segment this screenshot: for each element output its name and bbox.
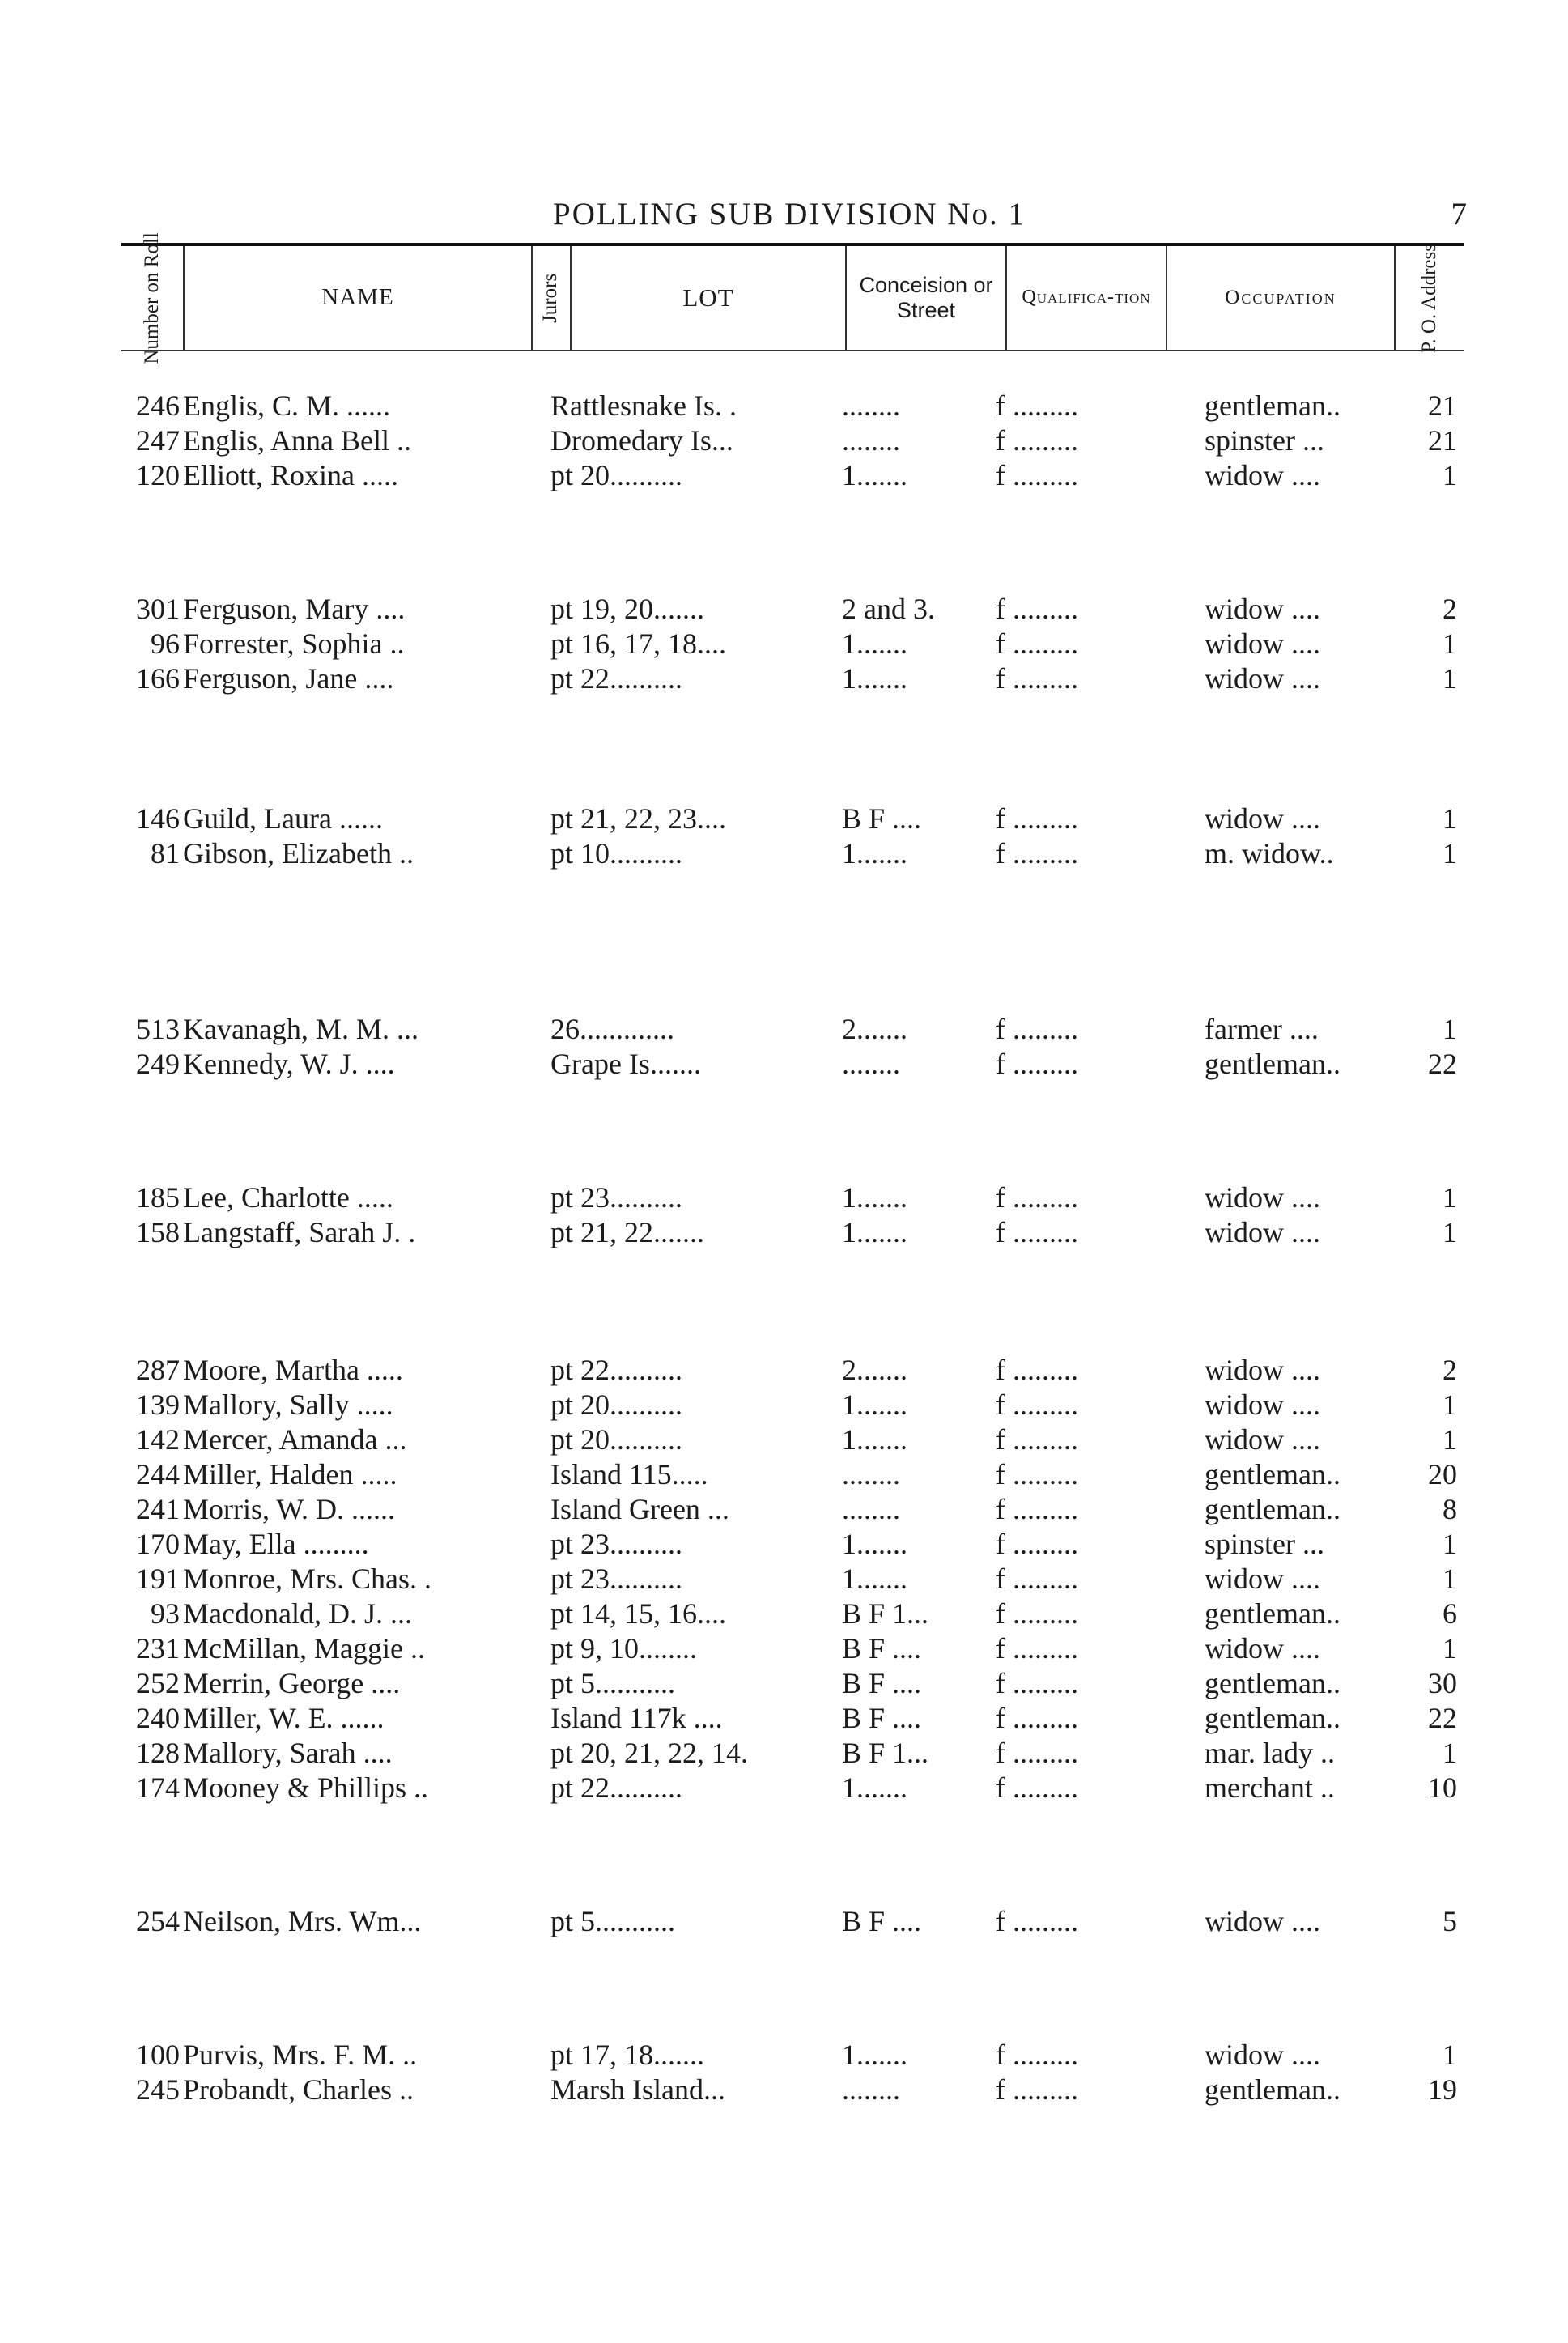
entry-group (0, 1353, 1568, 1805)
roll-number: 93 (151, 1597, 180, 1630)
column-header-lot: LOT (572, 246, 847, 350)
roll-number: 249 (136, 1048, 180, 1080)
concession: 1....... (842, 837, 907, 870)
occupation: mar. lady .. (1205, 1737, 1335, 1769)
qualification: f ......... (996, 802, 1078, 835)
column-header-qualification: Qualifica-tion (1007, 246, 1167, 350)
lot: Island 117k .... (550, 1702, 723, 1734)
voter-name: Kennedy, W. J. .... (183, 1048, 395, 1080)
lot: pt 20.......... (550, 459, 683, 491)
roll-number: 246 (136, 389, 180, 422)
roll-number: 287 (136, 1354, 180, 1386)
qualification: f ......... (996, 389, 1078, 422)
po-address: 22 (1428, 1702, 1457, 1734)
qualification: f ......... (996, 1388, 1078, 1421)
occupation: spinster ... (1205, 424, 1324, 457)
occupation: gentleman.. (1205, 1493, 1341, 1525)
voter-name: Ferguson, Jane .... (183, 662, 394, 695)
po-address: 30 (1428, 1667, 1457, 1699)
roll-number: 231 (136, 1632, 180, 1665)
table-row (0, 1701, 1568, 1736)
concession: ........ (842, 1048, 900, 1080)
qualification: f ......... (996, 1528, 1078, 1560)
voter-name: Purvis, Mrs. F. M. .. (183, 2039, 418, 2071)
qualification: f ......... (996, 662, 1078, 695)
table-row (0, 1457, 1568, 1492)
lot: pt 23.......... (550, 1528, 683, 1560)
po-address: 1 (1443, 1528, 1457, 1560)
concession: 1....... (842, 627, 907, 660)
lot: pt 20, 21, 22, 14. (550, 1737, 749, 1769)
qualification: f ......... (996, 593, 1078, 625)
concession: 2 and 3. (842, 593, 935, 625)
occupation: widow .... (1205, 1905, 1320, 1937)
po-address: 1 (1443, 1216, 1457, 1248)
lot: pt 5........... (550, 1905, 676, 1937)
occupation: gentleman.. (1205, 1667, 1341, 1699)
entry-group (0, 1904, 1568, 1939)
occupation: widow .... (1205, 1423, 1320, 1456)
table-row (0, 1904, 1568, 1939)
roll-number: 96 (151, 627, 180, 660)
voter-name: Moore, Martha ..... (183, 1354, 403, 1386)
qualification: f ......... (996, 1181, 1078, 1214)
roll-number: 247 (136, 424, 180, 457)
column-header-jurors-label: Jurors (539, 273, 562, 323)
lot: Island 115..... (550, 1458, 708, 1490)
po-address: 1 (1443, 802, 1457, 835)
occupation: gentleman.. (1205, 1597, 1341, 1630)
occupation: widow .... (1205, 662, 1320, 695)
concession: B F .... (842, 802, 922, 835)
qualification: f ......... (996, 1702, 1078, 1734)
entry-group (0, 1012, 1568, 1082)
lot: pt 20.......... (550, 1388, 683, 1421)
qualification: f ......... (996, 1354, 1078, 1386)
roll-number: 142 (136, 1423, 180, 1456)
concession: 1....... (842, 459, 907, 491)
concession: B F 1... (842, 1737, 929, 1769)
concession: 2....... (842, 1354, 907, 1386)
voter-name: Macdonald, D. J. ... (183, 1597, 412, 1630)
column-header-jurors (533, 246, 572, 350)
qualification: f ......... (996, 1048, 1078, 1080)
po-address: 21 (1428, 424, 1457, 457)
occupation: gentleman.. (1205, 389, 1341, 422)
lot: pt 19, 20....... (550, 593, 705, 625)
table-row (0, 1562, 1568, 1597)
lot: Island Green ... (550, 1493, 729, 1525)
occupation: widow .... (1205, 459, 1320, 491)
voter-name: Ferguson, Mary .... (183, 593, 406, 625)
concession: 1....... (842, 1216, 907, 1248)
po-address: 1 (1443, 1563, 1457, 1595)
concession: 1....... (842, 1563, 907, 1595)
voter-name: Mallory, Sarah .... (183, 1737, 393, 1769)
lot: pt 23.......... (550, 1181, 683, 1214)
entry-group (0, 2038, 1568, 2107)
table-row (0, 1388, 1568, 1422)
roll-number: 301 (136, 593, 180, 625)
table-row (0, 802, 1568, 836)
po-address: 20 (1428, 1458, 1457, 1490)
roll-number: 245 (136, 2073, 180, 2106)
roll-number: 244 (136, 1458, 180, 1490)
table-row (0, 1597, 1568, 1631)
qualification: f ......... (996, 837, 1078, 870)
voter-name: Neilson, Mrs. Wm... (183, 1905, 422, 1937)
occupation: widow .... (1205, 593, 1320, 625)
po-address: 1 (1443, 837, 1457, 870)
lot: pt 22.......... (550, 1771, 683, 1804)
qualification: f ......... (996, 2073, 1078, 2106)
table-row (0, 1666, 1568, 1701)
voter-name: Mercer, Amanda ... (183, 1423, 407, 1456)
concession: B F .... (842, 1667, 922, 1699)
occupation: widow .... (1205, 1563, 1320, 1595)
table-row (0, 389, 1568, 423)
column-header-po-address-label: P. O. Address (1417, 243, 1440, 353)
column-header-po-address (1396, 243, 1464, 353)
occupation: spinster ... (1205, 1528, 1324, 1560)
po-address: 2 (1443, 593, 1457, 625)
table-row (0, 423, 1568, 458)
lot: pt 16, 17, 18.... (550, 627, 727, 660)
po-address: 1 (1443, 662, 1457, 695)
qualification: f ......... (996, 1423, 1078, 1456)
voter-name: Kavanagh, M. M. ... (183, 1013, 419, 1045)
po-address: 21 (1428, 389, 1457, 422)
lot: pt 9, 10........ (550, 1632, 698, 1665)
table-row (0, 1736, 1568, 1771)
column-header-occupation: Occupation (1167, 246, 1396, 350)
po-address: 1 (1443, 459, 1457, 491)
voter-name: Guild, Laura ...... (183, 802, 383, 835)
roll-number: 158 (136, 1216, 180, 1248)
qualification: f ......... (996, 1458, 1078, 1490)
concession: B F .... (842, 1905, 922, 1937)
roll-number: 185 (136, 1181, 180, 1214)
concession: ........ (842, 2073, 900, 2106)
voter-name: McMillan, Maggie .. (183, 1632, 425, 1665)
lot: Marsh Island... (550, 2073, 725, 2106)
occupation: widow .... (1205, 1354, 1320, 1386)
lot: Rattlesnake Is. . (550, 389, 737, 422)
roll-number: 128 (136, 1737, 180, 1769)
po-address: 1 (1443, 1388, 1457, 1421)
po-address: 6 (1443, 1597, 1457, 1630)
roll-number: 191 (136, 1563, 180, 1595)
roll-number: 139 (136, 1388, 180, 1421)
concession: 1....... (842, 662, 907, 695)
roll-number: 241 (136, 1493, 180, 1525)
voter-list (0, 389, 1568, 2107)
concession: ........ (842, 1493, 900, 1525)
entry-group (0, 592, 1568, 696)
occupation: m. widow.. (1205, 837, 1334, 870)
qualification: f ......... (996, 1597, 1078, 1630)
table-row (0, 1215, 1568, 1250)
occupation: widow .... (1205, 627, 1320, 660)
table-row (0, 1492, 1568, 1527)
concession: 1....... (842, 1388, 907, 1421)
voter-name: Forrester, Sophia .. (183, 627, 405, 660)
concession: B F .... (842, 1632, 922, 1665)
voter-name: Lee, Charlotte ..... (183, 1181, 393, 1214)
concession: 1....... (842, 1528, 907, 1560)
concession: ........ (842, 1458, 900, 1490)
voter-name: Morris, W. D. ...... (183, 1493, 396, 1525)
po-address: 1 (1443, 1737, 1457, 1769)
qualification: f ......... (996, 424, 1078, 457)
voter-name: Miller, Halden ..... (183, 1458, 397, 1490)
roll-number: 120 (136, 459, 180, 491)
lot: pt 14, 15, 16.... (550, 1597, 727, 1630)
po-address: 8 (1443, 1493, 1457, 1525)
lot: Grape Is....... (550, 1048, 701, 1080)
concession: ........ (842, 424, 900, 457)
table-row (0, 1047, 1568, 1082)
column-header-number (121, 232, 185, 364)
page-number: 7 (1451, 197, 1467, 232)
lot: pt 22.......... (550, 1354, 683, 1386)
voter-name: Mallory, Sally ..... (183, 1388, 393, 1421)
occupation: widow .... (1205, 1216, 1320, 1248)
lot: pt 20.......... (550, 1423, 683, 1456)
column-header-number-label: Number on Roll (140, 232, 163, 364)
table-row (0, 1631, 1568, 1666)
concession: 1....... (842, 2039, 907, 2071)
po-address: 1 (1443, 1181, 1457, 1214)
occupation: widow .... (1205, 1632, 1320, 1665)
po-address: 10 (1428, 1771, 1457, 1804)
running-title: POLLING SUB DIVISION No. 1 (553, 197, 1026, 232)
po-address: 5 (1443, 1905, 1457, 1937)
voter-name: Englis, Anna Bell .. (183, 424, 411, 457)
qualification: f ......... (996, 2039, 1078, 2071)
table-row (0, 1771, 1568, 1805)
po-address: 1 (1443, 627, 1457, 660)
column-header-concession: Conceision or Street (847, 246, 1007, 350)
occupation: farmer .... (1205, 1013, 1319, 1045)
table-row (0, 661, 1568, 696)
roll-number: 166 (136, 662, 180, 695)
header-bottom-rule (121, 350, 1464, 351)
qualification: f ......... (996, 1216, 1078, 1248)
qualification: f ......... (996, 1905, 1078, 1937)
lot: pt 23.......... (550, 1563, 683, 1595)
roll-number: 513 (136, 1013, 180, 1045)
voter-name: May, Ella ......... (183, 1528, 369, 1560)
roll-number: 100 (136, 2039, 180, 2071)
occupation: widow .... (1205, 1181, 1320, 1214)
roll-number: 170 (136, 1528, 180, 1560)
column-header-name: NAME (185, 246, 533, 350)
entry-group (0, 389, 1568, 493)
qualification: f ......... (996, 1771, 1078, 1804)
table-row (0, 1422, 1568, 1457)
qualification: f ......... (996, 1563, 1078, 1595)
qualification: f ......... (996, 627, 1078, 660)
lot: 26............. (550, 1013, 674, 1045)
qualification: f ......... (996, 1013, 1078, 1045)
lot: pt 21, 22, 23.... (550, 802, 727, 835)
lot: pt 10.......... (550, 837, 683, 870)
concession: B F 1... (842, 1597, 929, 1630)
lot: pt 17, 18....... (550, 2039, 705, 2071)
entry-group (0, 1180, 1568, 1250)
concession: 1....... (842, 1181, 907, 1214)
qualification: f ......... (996, 459, 1078, 491)
voter-name: Langstaff, Sarah J. . (183, 1216, 416, 1248)
concession: ........ (842, 389, 900, 422)
occupation: gentleman.. (1205, 1702, 1341, 1734)
occupation: merchant .. (1205, 1771, 1335, 1804)
po-address: 1 (1443, 2039, 1457, 2071)
concession: 1....... (842, 1423, 907, 1456)
qualification: f ......... (996, 1667, 1078, 1699)
lot: pt 21, 22....... (550, 1216, 705, 1248)
table-row (0, 1180, 1568, 1215)
occupation: gentleman.. (1205, 1048, 1341, 1080)
qualification: f ......... (996, 1493, 1078, 1525)
roll-number: 252 (136, 1667, 180, 1699)
voter-name: Englis, C. M. ...... (183, 389, 391, 422)
table-row (0, 627, 1568, 661)
voter-name: Gibson, Elizabeth .. (183, 837, 414, 870)
table-row (0, 1527, 1568, 1562)
roll-number: 240 (136, 1702, 180, 1734)
roll-number: 254 (136, 1905, 180, 1937)
occupation: gentleman.. (1205, 2073, 1341, 2106)
table-row (0, 1012, 1568, 1047)
roll-number: 81 (151, 837, 180, 870)
lot: Dromedary Is... (550, 424, 733, 457)
po-address: 1 (1443, 1013, 1457, 1045)
roll-number: 146 (136, 802, 180, 835)
entry-group (0, 802, 1568, 871)
lot: pt 22.......... (550, 662, 683, 695)
table-row (0, 1353, 1568, 1388)
occupation: widow .... (1205, 802, 1320, 835)
voter-name: Merrin, George .... (183, 1667, 401, 1699)
qualification: f ......... (996, 1632, 1078, 1665)
lot: pt 5........... (550, 1667, 676, 1699)
occupation: gentleman.. (1205, 1458, 1341, 1490)
occupation: widow .... (1205, 2039, 1320, 2071)
table-row (0, 2073, 1568, 2107)
roll-number: 174 (136, 1771, 180, 1804)
occupation: widow .... (1205, 1388, 1320, 1421)
voter-name: Elliott, Roxina ..... (183, 459, 398, 491)
qualification: f ......... (996, 1737, 1078, 1769)
po-address: 1 (1443, 1423, 1457, 1456)
concession: 2....... (842, 1013, 907, 1045)
table-row (0, 836, 1568, 871)
po-address: 1 (1443, 1632, 1457, 1665)
concession: 1....... (842, 1771, 907, 1804)
table-row (0, 458, 1568, 493)
voter-name: Mooney & Phillips .. (183, 1771, 429, 1804)
voter-name: Probandt, Charles .. (183, 2073, 414, 2106)
table-row (0, 592, 1568, 627)
po-address: 22 (1428, 1048, 1457, 1080)
po-address: 2 (1443, 1354, 1457, 1386)
voter-name: Miller, W. E. ...... (183, 1702, 385, 1734)
voter-name: Monroe, Mrs. Chas. . (183, 1563, 431, 1595)
po-address: 19 (1428, 2073, 1457, 2106)
table-row (0, 2038, 1568, 2073)
concession: B F .... (842, 1702, 922, 1734)
